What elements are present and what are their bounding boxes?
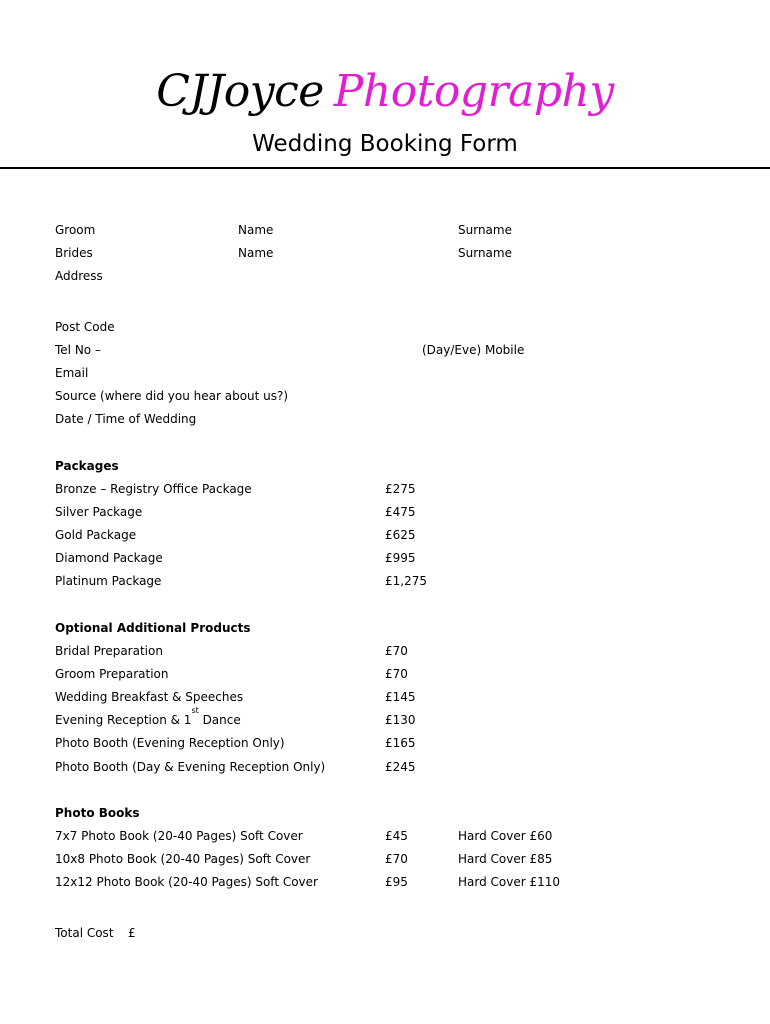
optional-product-price: £130	[385, 713, 416, 727]
mobile-label: (Day/Eve) Mobile	[422, 343, 525, 357]
optional-product-price: £165	[385, 736, 416, 750]
optional-product-price: £245	[385, 760, 416, 774]
optional-product-price: £70	[385, 644, 408, 658]
photo-book-name: 10x8 Photo Book (20-40 Pages) Soft Cover	[55, 852, 311, 866]
email-label: Email	[55, 366, 89, 380]
optional-product-name: Photo Booth (Evening Reception Only)	[55, 736, 285, 750]
post-code-label: Post Code	[55, 320, 115, 334]
brand-logo	[0, 60, 770, 124]
optional-product-name: Groom Preparation	[55, 667, 169, 681]
optional-product-name	[55, 706, 241, 728]
package-name: Bronze – Registry Office Package	[55, 482, 252, 496]
package-price: £475	[385, 505, 416, 519]
brand-name-second: Photography	[333, 66, 614, 117]
groom-name-label: Name	[238, 223, 274, 237]
package-price: £995	[385, 551, 416, 565]
optional-product-name: Photo Booth (Day & Evening Reception Only)	[55, 760, 326, 774]
photo-book-soft-price: £95	[385, 875, 408, 889]
optional-products-heading: Optional Additional Products	[55, 621, 251, 635]
photo-books-heading: Photo Books	[55, 806, 140, 820]
optional-product-name: Wedding Breakfast & Speeches	[55, 690, 244, 704]
photo-book-hard-price: Hard Cover £85	[458, 852, 553, 866]
package-name: Diamond Package	[55, 551, 163, 565]
form-title: Wedding Booking Form	[252, 131, 518, 157]
brides-label: Brides	[55, 246, 93, 260]
package-price: £625	[385, 528, 416, 542]
address-label: Address	[55, 269, 103, 283]
header-divider	[0, 167, 770, 169]
optional-product-name-main: Evening Reception & 1	[55, 713, 192, 727]
photo-book-soft-price: £70	[385, 852, 408, 866]
brides-surname-label: Surname	[458, 246, 512, 260]
tel-no-label: Tel No –	[55, 343, 101, 357]
optional-product-price: £70	[385, 667, 408, 681]
brides-name-label: Name	[238, 246, 274, 260]
total-cost-label: Total Cost	[55, 926, 114, 940]
optional-product-price: £145	[385, 690, 416, 704]
ordinal-suffix: st	[191, 706, 199, 715]
photo-book-name: 7x7 Photo Book (20-40 Pages) Soft Cover	[55, 829, 303, 843]
photo-book-name: 12x12 Photo Book (20-40 Pages) Soft Cover	[55, 875, 318, 889]
optional-product-name: Bridal Preparation	[55, 644, 163, 658]
groom-surname-label: Surname	[458, 223, 512, 237]
package-name: Platinum Package	[55, 574, 162, 588]
optional-product-name-end: Dance	[198, 713, 241, 727]
photo-book-hard-price: Hard Cover £110	[458, 875, 561, 889]
photo-book-soft-price: £45	[385, 829, 408, 843]
total-cost-currency: £	[128, 926, 136, 940]
package-price: £1,275	[385, 574, 427, 588]
groom-label: Groom	[55, 223, 96, 237]
wedding-date-time-label: Date / Time of Wedding	[55, 412, 197, 426]
package-price: £275	[385, 482, 416, 496]
brand-name-first: CJJoyce	[156, 66, 324, 117]
packages-heading: Packages	[55, 459, 119, 473]
photo-book-hard-price: Hard Cover £60	[458, 829, 553, 843]
package-name: Silver Package	[55, 505, 143, 519]
package-name: Gold Package	[55, 528, 137, 542]
source-label: Source (where did you hear about us?)	[55, 389, 289, 403]
